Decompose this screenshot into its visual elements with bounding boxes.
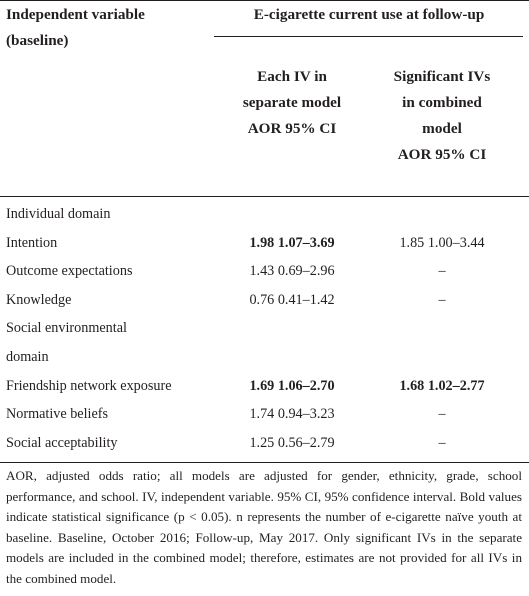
bottom-rule xyxy=(0,462,529,463)
row-label: domain xyxy=(6,348,49,365)
row-label: Social acceptability xyxy=(6,434,118,451)
row-label: Social environmental xyxy=(6,320,127,337)
table-body xyxy=(0,200,529,457)
top-rule xyxy=(0,0,529,1)
row-label: Friendship network exposure xyxy=(6,377,172,394)
row-label: Normative beliefs xyxy=(6,406,109,423)
combined-model-cell: – xyxy=(438,263,446,280)
table-row xyxy=(0,429,529,458)
separate-model-cell: 1.69 1.06–2.70 xyxy=(249,377,335,394)
table-row xyxy=(0,400,529,429)
table-row xyxy=(0,343,529,372)
table-row xyxy=(0,257,529,286)
row-label: Individual domain xyxy=(6,206,111,222)
column-header-combined-model xyxy=(362,64,522,168)
header-rule xyxy=(0,196,529,197)
header-text: AOR 95% CI xyxy=(247,120,337,137)
combined-model-cell: – xyxy=(438,406,446,423)
header-text: (baseline) xyxy=(6,32,69,49)
header-text: Each IV in xyxy=(257,68,327,85)
separate-model-cell: 1.43 0.69–2.96 xyxy=(249,263,335,280)
table-row xyxy=(0,229,529,258)
header-text: Independent variable xyxy=(6,6,145,23)
table-row xyxy=(0,372,529,401)
row-label: Knowledge xyxy=(6,291,72,308)
header-text: AOR 95% CI xyxy=(397,146,487,163)
combined-model-cell: 1.85 1.00–3.44 xyxy=(399,234,485,251)
header-text: separate model xyxy=(242,94,342,111)
combined-model-cell: – xyxy=(438,291,446,308)
table-row xyxy=(0,286,529,315)
separate-model-cell: 0.76 0.41–1.42 xyxy=(249,291,335,308)
combined-model-cell: – xyxy=(438,434,446,451)
row-label: Intention xyxy=(6,234,58,251)
spanning-rule xyxy=(214,36,523,37)
separate-model-cell: 1.25 0.56–2.79 xyxy=(249,434,335,451)
table-row xyxy=(0,314,529,343)
column-header-separate-model xyxy=(218,64,366,142)
row-label: Outcome expectations xyxy=(6,263,133,280)
header-text: model xyxy=(422,120,462,137)
table-header xyxy=(0,0,529,183)
separate-model-cell: 1.98 1.07–3.69 xyxy=(249,234,335,251)
header-text: in combined xyxy=(402,94,482,111)
header-text: Significant IVs xyxy=(393,68,491,85)
separate-model-cell: 1.74 0.94–3.23 xyxy=(249,406,335,423)
table-footnote: AOR, adjusted odds ratio; all models are adjusted for gender, ethnicity, grade, school performance, and school. IV, independent variable. 95% CI, 95% confidence interval. Bold values indicate statistical significance (p < 0.05). n represents the number of e-cigarette naïve youth at baseline. Baseline, October 2016; Follow-up, May 2017. Only significant IVs in the separate models are included in the combined model; therefore, estimates are not provided for all IVs in the combined model. xyxy=(6,468,522,586)
spanning-header: E-cigarette current use at follow-up xyxy=(253,6,485,23)
column-header-independent-variable xyxy=(6,2,206,54)
combined-model-cell: 1.68 1.02–2.77 xyxy=(399,377,485,394)
table-row xyxy=(0,200,529,229)
